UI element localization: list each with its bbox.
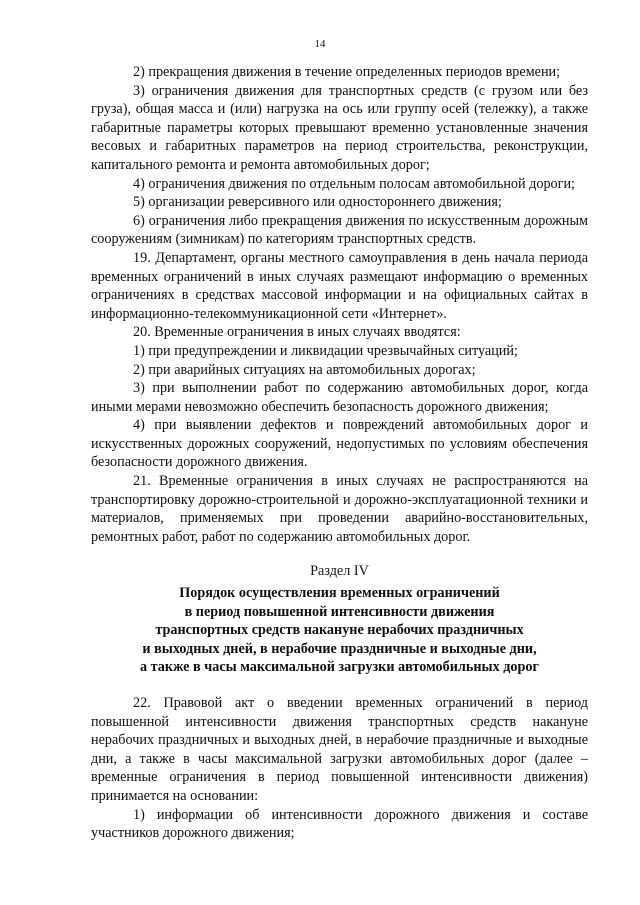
list-item-5: 5) организации реверсивного или одностороннего движения;: [133, 194, 502, 211]
list-item-3: 3) ограничения движения для транспортных средств (с грузом или без груза), общая масса и (или) нагрузка на ось или группу осей (тележку), а также габаритные параметры которых превышают временно установленные значения весовых и габаритных параметров на период строительства, реконструкции, капитального ремонта и ремонта автомобильных дорог;: [91, 82, 588, 173]
clause-20-item-4: 4) при выявлении дефектов и повреждений автомобильных дорог и искусственных дорожных сооружений, недопустимых по условиям обеспечения безопасности дорожного движения.: [91, 417, 588, 471]
clause-20-item-3: 3) при выполнении работ по содержанию автомобильных дорог, когда иными мерами невозможно обеспечить безопасность дорожного движения;: [91, 380, 588, 415]
list-item-6: 6) ограничения либо прекращения движения по искусственным дорожным сооружениям (зимникам) по категориям транспортных средств.: [91, 212, 588, 248]
section-heading: [91, 584, 588, 677]
section-heading-line: транспортных средств накануне нерабочих праздничных: [155, 622, 524, 639]
section-heading-line: в период повышенной интенсивности движения: [184, 603, 495, 620]
section-heading-line: а также в часы максимальной загрузки автомобильных дорог: [140, 659, 539, 676]
page-number: 14: [314, 38, 326, 50]
list-item-4: 4) ограничения движения по отдельным полосам автомобильной дороги;: [133, 175, 576, 192]
clause-20: 20. Временные ограничения в иных случаях вводятся:: [133, 324, 461, 341]
clause-22-item-1: 1) информации об интенсивности дорожного движения и составе участников дорожного движения;: [91, 806, 588, 842]
section-heading-line: и выходных дней, в нерабочие праздничные и выходные дни,: [142, 640, 537, 657]
clause-19: 19. Департамент, органы местного самоуправления в день начала периода временных ограничений в иных случаях размещают информацию о временных ограничениях в средствах массовой информации и на официальных сайтах в информационно-телекоммуникационной сети «Интернет».: [91, 249, 588, 322]
clause-20-item-1: 1) при предупреждении и ликвидации чрезвычайных ситуаций;: [133, 342, 518, 359]
clause-21: 21. Временные ограничения в иных случаях не распространяются на транспортировку дорожно-строительной и дорожно-эксплуатационной техники и материалов, применяемых при проведении аварийно-восстановительных, ремонтных работ, работ по содержанию автомобильных дорог.: [91, 473, 588, 545]
list-item-2: 2) прекращения движения в течение определенных периодов времени;: [133, 64, 561, 80]
clause-22: 22. Правовой акт о введении временных ограничений в период повышенной интенсивности движения транспортных средств накануне нерабочих праздничных и выходных дней, в нерабочие праздничные и выходные дни, а также в часы максимальной загрузки автомобильных дорог (далее – временные ограничения в период повышенной интенсивности движения) принимается на основании:: [91, 695, 588, 804]
section-heading-line: Порядок осуществления временных ограничений: [179, 585, 500, 602]
document-body: [91, 63, 588, 843]
clause-20-item-2: 2) при аварийных ситуациях на автомобильных дорогах;: [133, 361, 476, 378]
section-label: Раздел IV: [310, 563, 369, 580]
